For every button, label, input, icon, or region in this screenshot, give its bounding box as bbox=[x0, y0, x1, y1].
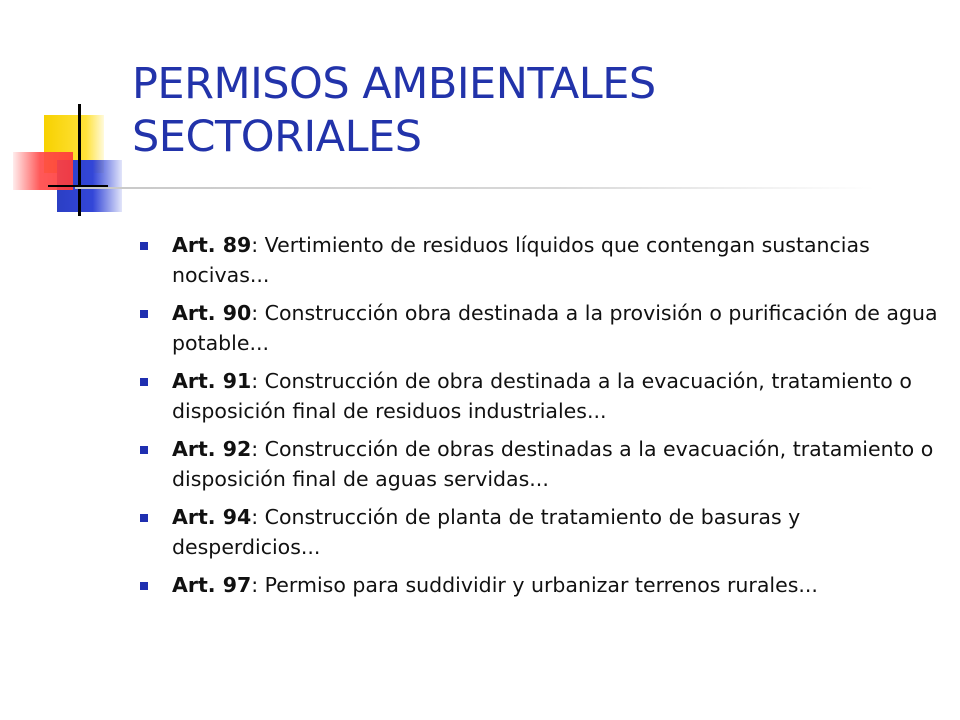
article-number: Art. 91 bbox=[172, 369, 252, 393]
decorative-vertical-line bbox=[78, 104, 81, 216]
title-underline bbox=[75, 187, 875, 189]
article-number: Art. 94 bbox=[172, 505, 252, 529]
list-item bbox=[138, 298, 938, 358]
slide-title bbox=[132, 58, 912, 164]
square-bullet-icon bbox=[140, 446, 148, 454]
article-number: Art. 97 bbox=[172, 573, 252, 597]
article-description: : Construcción de planta de tratamiento de basuras y desperdicios... bbox=[172, 505, 801, 559]
article-number: Art. 90 bbox=[172, 301, 252, 325]
article-description: : Construcción de obra destinada a la evacuación, tratamiento o disposición final de residuos industriales... bbox=[172, 369, 912, 423]
list-item bbox=[138, 434, 938, 494]
article-description: : Construcción obra destinada a la provisión o purificación de agua potable... bbox=[172, 301, 938, 355]
square-bullet-icon bbox=[140, 310, 148, 318]
article-description: : Permiso para suddividir y urbanizar terrenos rurales... bbox=[251, 573, 818, 597]
square-bullet-icon bbox=[140, 378, 148, 386]
title-line-1: PERMISOS AMBIENTALES bbox=[132, 59, 656, 109]
square-bullet-icon bbox=[140, 242, 148, 250]
square-bullet-icon bbox=[140, 582, 148, 590]
square-bullet-icon bbox=[140, 514, 148, 522]
article-description: : Vertimiento de residuos líquidos que contengan sustancias nocivas... bbox=[172, 233, 870, 287]
title-line-2: SECTORIALES bbox=[132, 112, 422, 162]
article-number: Art. 92 bbox=[172, 437, 252, 461]
list-item bbox=[138, 230, 938, 290]
list-item bbox=[138, 366, 938, 426]
list-item bbox=[138, 502, 938, 562]
article-description: : Construcción de obras destinadas a la evacuación, tratamiento o disposición final de aguas servidas... bbox=[172, 437, 934, 491]
article-number: Art. 89 bbox=[172, 233, 252, 257]
article-list bbox=[138, 230, 938, 608]
list-item bbox=[138, 570, 938, 600]
